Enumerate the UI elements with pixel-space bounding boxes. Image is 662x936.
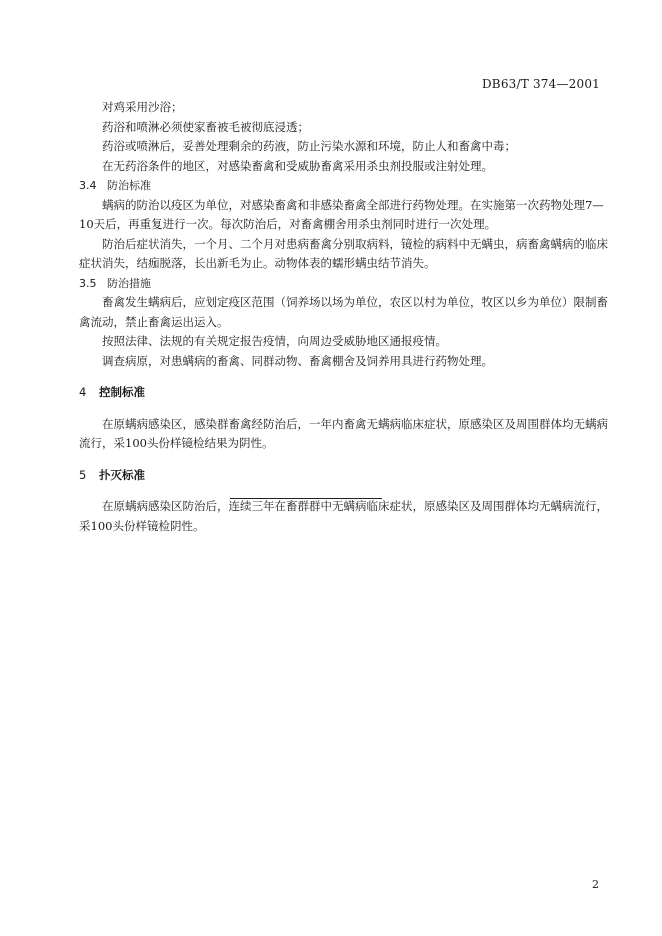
- section-4-paragraph: 在原螨病感染区，感染群畜禽经防治后，一年内畜禽无螨病临床症状，原感染区及周围群体均无螨病流行，采100头份样镜检结果为阴性。: [79, 416, 608, 450]
- section-3-4-paragraph: 螨病的防治以疫区为单位，对感染畜禽和非感染畜禽全部进行药物处理。在实施第一次药物处理7—10天后，再重复进行一次。每次防治后，对畜禽棚舍用杀虫剂同时进行一次处理。: [79, 197, 604, 231]
- section-3-5-paragraph: 按照法律、法规的有关规定报告疫情，向周边受威胁地区通报疫情。: [102, 334, 447, 348]
- page-number: 2: [592, 878, 599, 891]
- section-3-4-paragraph: 防治后症状消失，一个月、二个月对患病畜禽分别取病料，镜检的病料中无螨虫，病畜禽螨病的临床症状消失，结痂脱落，长出新毛为止。动物体表的蠕形螨虫结节消失。: [79, 236, 608, 270]
- section-5-title: 扑灭标准: [99, 467, 145, 482]
- standard-code: DB63/T 374—2001: [481, 77, 600, 91]
- paragraph-residual-liquid: 药浴或喷淋后，妥善处理剩余的药液，防止污染水源和环境，防止人和畜禽中毒；: [102, 139, 516, 153]
- section-3-4-heading: [79, 176, 609, 196]
- paragraph-chicken-sand-bath: 对鸡采用沙浴；: [102, 100, 183, 114]
- section-5-number: 5: [79, 467, 87, 482]
- section-3-4-title: 防治标准: [107, 179, 151, 192]
- section-5-heading: [79, 466, 609, 486]
- section-5-paragraph: 在原螨病感染区防治后，连续三年在畜群群中无螨病临床症状，原感染区及周围群体均无螨病流行，采100头份样镜检阴性。: [79, 499, 608, 533]
- section-3-5-paragraph: 调查病原，对患螨病的畜禽、同群动物、畜禽棚舍及饲养用具进行药物处理。: [102, 353, 493, 368]
- paragraph-dip-soak: 药浴和喷淋必须使家畜被毛被彻底浸透；: [102, 119, 309, 134]
- section-3-5-number: 3.5: [79, 276, 97, 290]
- paragraph-no-dip-alternative: 在无药浴条件的地区，对感染畜禽和受威胁畜禽采用杀虫剂投服或注射处理。: [102, 158, 493, 173]
- section-3-4-number: 3.4: [79, 179, 97, 192]
- section-4-number: 4: [79, 385, 87, 399]
- document-body: [79, 98, 609, 536]
- section-3-5-title: 防治措施: [107, 276, 151, 290]
- section-4-title: 控制标准: [99, 385, 145, 399]
- section-4-heading: [79, 383, 609, 403]
- section-3-5-paragraph: 畜禽发生螨病后，应划定疫区范围（饲养场以场为单位，农区以村为单位，牧区以乡为单位）限制畜禽流动，禁止畜禽运出运入。: [79, 295, 608, 329]
- section-3-5-heading: [79, 274, 609, 294]
- end-of-document-rule: [230, 498, 382, 499]
